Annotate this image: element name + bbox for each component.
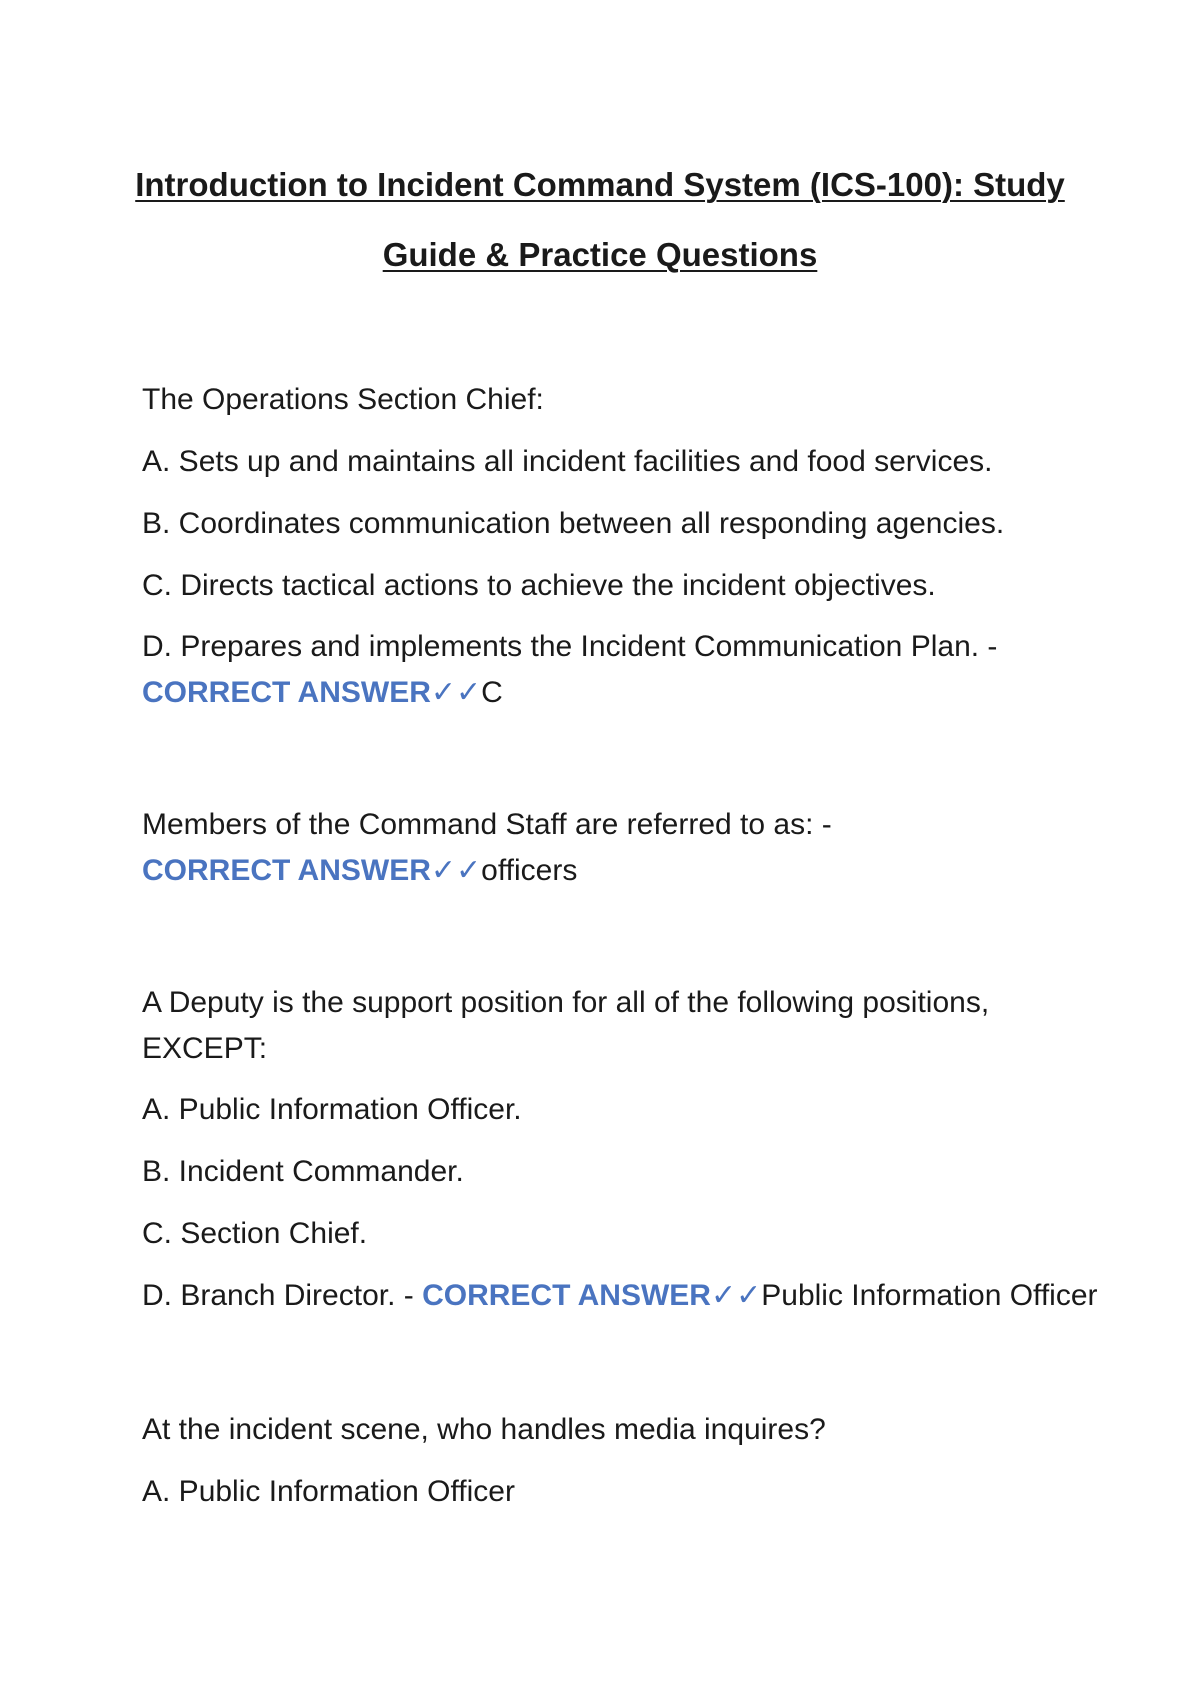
check-icon: ✓✓	[430, 676, 482, 709]
question-with-answer	[142, 802, 962, 894]
answer-separator: -	[979, 630, 998, 663]
answer-option: B. Coordinates communication between all responding agencies.	[142, 507, 1005, 540]
correct-answer-value: C	[481, 676, 503, 709]
answer-separator: -	[813, 808, 832, 841]
correct-answer-label: CORRECT ANSWER	[142, 676, 431, 709]
answer-option-with-answer	[142, 1272, 1098, 1320]
answer-option-text: D. Branch Director.	[142, 1279, 396, 1312]
check-icon: ✓✓	[430, 854, 482, 887]
answer-option: A. Public Information Officer	[142, 1475, 515, 1508]
title-line-1: Introduction to Incident Command System (ICS-100): Study	[135, 166, 1065, 203]
document-title	[120, 150, 1080, 290]
question-block-3	[142, 980, 1098, 1320]
question-block-4	[142, 1406, 1062, 1516]
answer-separator: -	[395, 1279, 423, 1312]
answer-option: A. Public Information Officer.	[142, 1093, 522, 1126]
answer-option: B. Incident Commander.	[142, 1155, 464, 1188]
question-text: The Operations Section Chief:	[142, 383, 544, 416]
correct-answer-label: CORRECT ANSWER	[422, 1279, 711, 1312]
question-block-1	[142, 376, 1062, 716]
question-text: At the incident scene, who handles media inquires?	[142, 1413, 826, 1446]
question-text: A Deputy is the support position for all of the following positions, EXCEPT:	[142, 986, 990, 1065]
answer-option: C. Directs tactical actions to achieve the incident objectives.	[142, 569, 936, 602]
answer-option: A. Sets up and maintains all incident facilities and food services.	[142, 445, 993, 478]
answer-option-text: D. Prepares and implements the Incident Communication Plan.	[142, 630, 980, 663]
answer-option: C. Section Chief.	[142, 1217, 368, 1250]
question-block-2	[142, 802, 1062, 894]
answer-option-with-answer	[142, 624, 1062, 716]
check-icon: ✓✓	[710, 1279, 762, 1312]
title-line-2: Guide & Practice Questions	[382, 236, 818, 273]
correct-answer-label: CORRECT ANSWER	[142, 854, 431, 887]
correct-answer-value: officers	[481, 854, 578, 887]
correct-answer-value: Public Information Officer	[761, 1279, 1098, 1312]
question-text: Members of the Command Staff are referred to as:	[142, 808, 814, 841]
document-body	[142, 376, 1098, 1530]
